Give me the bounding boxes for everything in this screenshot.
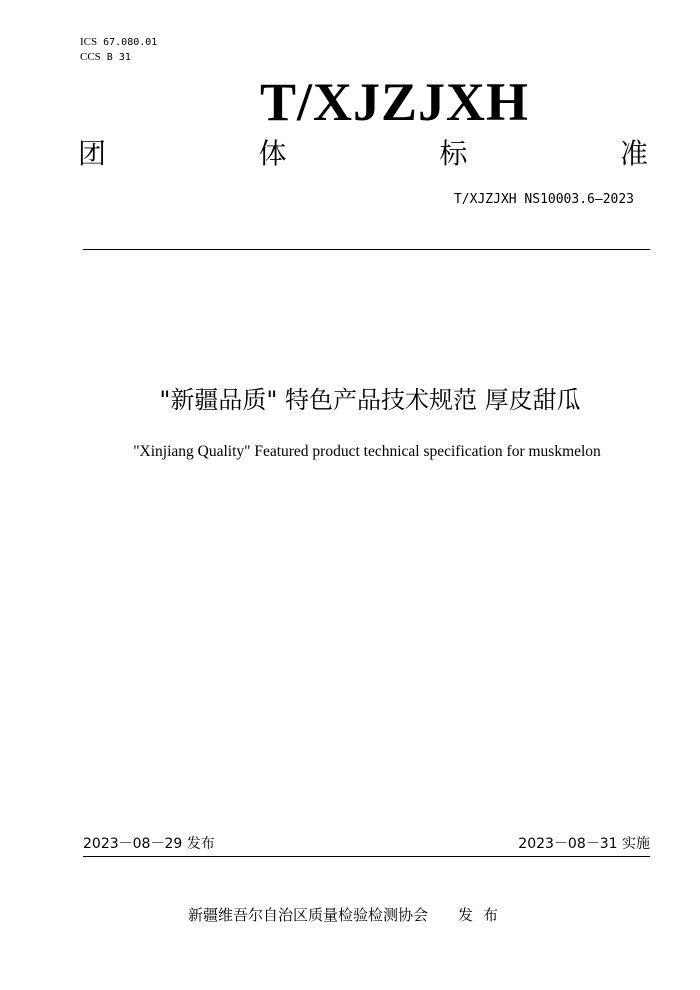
ccs-label: CCS	[80, 51, 101, 63]
ccs-value: B 31	[106, 52, 131, 63]
standard-type-char: 团	[78, 137, 107, 170]
standard-number: T/XJZJXH NS10003.6—2023	[453, 192, 634, 207]
standard-type-char: 体	[258, 137, 287, 170]
title-english: "Xinjiang Quality" Featured product technical specification for muskmelon	[133, 443, 601, 460]
standard-type	[78, 136, 648, 172]
classification-codes	[80, 35, 157, 65]
implementation-date: 2023－08－31 实施	[518, 836, 650, 852]
header-divider	[83, 249, 650, 250]
issue-date: 2023－08－29 发布	[83, 836, 215, 852]
standard-type-char: 标	[439, 137, 468, 170]
standard-logo: T/XJZJXH	[260, 72, 530, 132]
ccs-line	[80, 50, 157, 65]
publisher-organization: 新疆维吾尔自治区质量检验检测协会	[188, 906, 429, 924]
ics-label: ICS	[80, 36, 98, 48]
footer-divider	[83, 856, 650, 857]
standard-type-char: 准	[619, 137, 648, 170]
publisher-action: 发布	[458, 906, 509, 924]
title-chinese: "新疆品质" 特色产品技术规范 厚皮甜瓜	[159, 386, 581, 414]
publisher	[188, 904, 508, 926]
ics-line	[80, 35, 157, 50]
ics-value: 67.080.01	[103, 37, 158, 48]
